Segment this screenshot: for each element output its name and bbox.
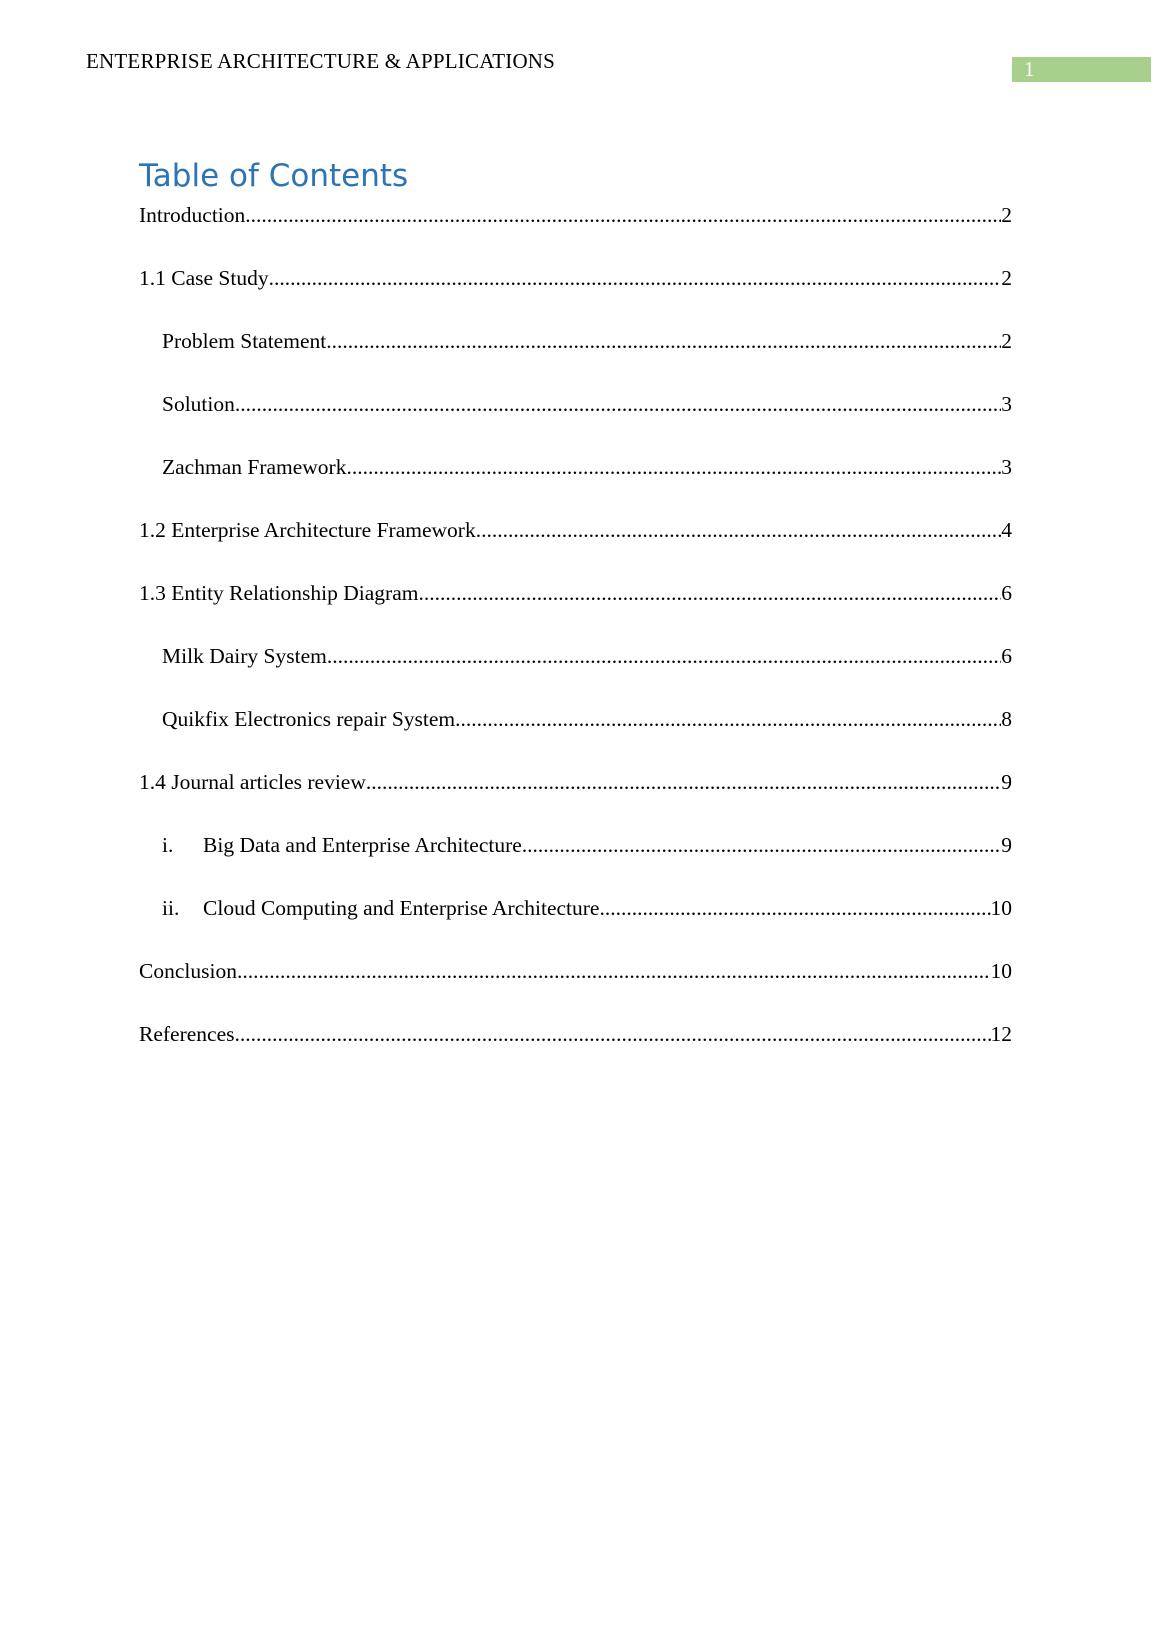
toc-heading: Table of Contents	[139, 158, 409, 194]
toc-entry[interactable]	[139, 766, 1012, 829]
toc-entry[interactable]	[139, 1018, 1012, 1081]
toc-entry-page-number[interactable]: 10	[990, 959, 1012, 983]
toc-entry-page-number[interactable]: 3	[1001, 455, 1012, 479]
toc-entry-title[interactable]: 1.2 Enterprise Architecture Framework	[139, 518, 476, 542]
toc-dot-leader	[522, 829, 1001, 861]
toc-entry-page-number[interactable]: 3	[1001, 392, 1012, 416]
toc-dot-leader	[245, 199, 1001, 231]
toc-dot-leader	[418, 577, 1001, 609]
toc-entry-title[interactable]: Introduction	[139, 203, 246, 227]
toc-entry-page-number[interactable]: 6	[1001, 644, 1012, 668]
toc-entry[interactable]	[139, 451, 1012, 514]
toc-entry-title[interactable]: 1.1 Case Study	[139, 266, 269, 290]
toc-entry-title[interactable]: 1.3 Entity Relationship Diagram	[139, 581, 419, 605]
toc-dot-leader	[366, 766, 1001, 798]
toc-entry-title[interactable]: Big Data and Enterprise Architecture	[203, 833, 522, 857]
toc-entry[interactable]	[139, 829, 1012, 892]
toc-entry[interactable]	[139, 703, 1012, 766]
running-header-title: ENTERPRISE ARCHITECTURE & APPLICATIONS	[86, 49, 556, 73]
page-number-badge	[1012, 57, 1151, 82]
toc-entry-number: ii.	[162, 896, 180, 920]
toc-entry-page-number[interactable]: 2	[1001, 329, 1012, 353]
toc-entry[interactable]	[139, 262, 1012, 325]
toc-entry-title[interactable]: Cloud Computing and Enterprise Architecture	[203, 896, 600, 920]
toc-entry-title[interactable]: References	[139, 1022, 235, 1046]
toc-entry[interactable]	[139, 388, 1012, 451]
toc-entry-page-number[interactable]: 12	[990, 1022, 1012, 1046]
toc-list	[139, 199, 1012, 1081]
toc-entry[interactable]	[139, 892, 1012, 955]
toc-entry-number: i.	[162, 833, 174, 857]
toc-entry[interactable]	[139, 640, 1012, 703]
toc-entry-title[interactable]: Milk Dairy System	[162, 644, 327, 668]
toc-entry-page-number[interactable]: 4	[1001, 518, 1012, 542]
toc-entry-title[interactable]: Solution	[162, 392, 235, 416]
toc-entry-title[interactable]: Problem Statement	[162, 329, 327, 353]
toc-dot-leader	[269, 262, 1002, 294]
toc-entry-page-number[interactable]: 9	[1001, 770, 1012, 794]
toc-dot-leader	[326, 325, 1001, 357]
toc-entry-title[interactable]: Conclusion	[139, 959, 237, 983]
toc-entry[interactable]	[139, 514, 1012, 577]
toc-dot-leader	[235, 1018, 991, 1050]
toc-dot-leader	[346, 451, 1001, 483]
toc-entry[interactable]	[139, 199, 1012, 262]
toc-entry-title[interactable]: Zachman Framework	[162, 455, 347, 479]
toc-entry-title[interactable]: 1.4 Journal articles review	[139, 770, 366, 794]
toc-entry-page-number[interactable]: 6	[1001, 581, 1012, 605]
toc-dot-leader	[599, 892, 990, 924]
toc-dot-leader	[235, 388, 1001, 420]
toc-entry-page-number[interactable]: 2	[1001, 203, 1012, 227]
toc-dot-leader	[327, 640, 1001, 672]
toc-entry-title[interactable]: Quikfix Electronics repair System	[162, 707, 456, 731]
toc-entry[interactable]	[139, 955, 1012, 1018]
toc-entry-page-number[interactable]: 2	[1001, 266, 1012, 290]
toc-entry[interactable]	[139, 577, 1012, 640]
toc-dot-leader	[476, 514, 1002, 546]
toc-dot-leader	[455, 703, 1001, 735]
toc-entry-page-number[interactable]: 9	[1001, 833, 1012, 857]
toc-entry-page-number[interactable]: 8	[1001, 707, 1012, 731]
toc-entry-page-number[interactable]: 10	[990, 896, 1012, 920]
toc-entry[interactable]	[139, 325, 1012, 388]
toc-dot-leader	[237, 955, 991, 987]
page-number: 1	[1024, 57, 1035, 81]
